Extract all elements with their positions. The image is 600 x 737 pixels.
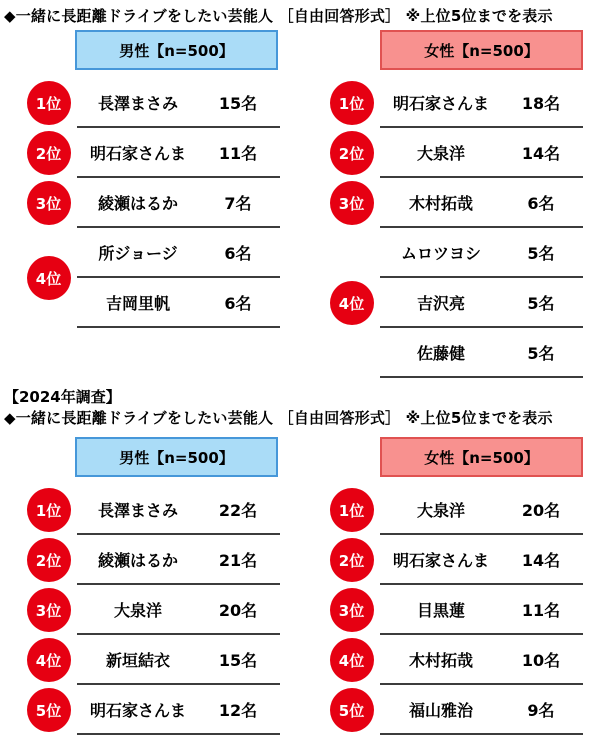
section2-female-table — [323, 485, 583, 735]
rank-badge: 2位 — [27, 538, 71, 582]
rank-badge-column — [20, 585, 77, 635]
rank-badge: 3位 — [330, 588, 374, 632]
celebrity-name: 明石家さんま — [392, 93, 489, 113]
celebrity-name: 吉沢亮 — [416, 293, 465, 313]
rank-rows — [380, 535, 583, 585]
rank-badge: 5位 — [330, 688, 374, 732]
rank-badge: 2位 — [27, 131, 71, 175]
rank-group — [20, 485, 280, 535]
rank-group — [323, 128, 583, 178]
rank-badge: 2位 — [330, 131, 374, 175]
respondent-count: 10名 — [521, 650, 561, 670]
celebrity-name: 長澤まさみ — [97, 500, 178, 520]
rank-rows — [380, 128, 583, 178]
respondent-count: 6名 — [224, 293, 252, 313]
rank-rows — [380, 228, 583, 378]
rank-badge: 3位 — [27, 588, 71, 632]
table-row — [380, 535, 583, 585]
rank-badge: 3位 — [27, 181, 71, 225]
rank-group — [323, 228, 583, 378]
celebrity-name: 所ジョージ — [98, 243, 178, 263]
celebrity-name: 大泉洋 — [416, 500, 465, 520]
rank-badge-column — [323, 178, 380, 228]
table-row — [77, 228, 280, 278]
celebrity-name: ムロツヨシ — [400, 243, 481, 263]
rank-rows — [77, 635, 280, 685]
celebrity-name: 目黒蓮 — [416, 600, 465, 620]
rank-rows — [77, 228, 280, 328]
table-row — [380, 228, 583, 278]
rank-group — [20, 128, 280, 178]
rank-rows — [77, 178, 280, 228]
rank-group — [323, 78, 583, 128]
section1-female-table — [323, 78, 583, 378]
rank-rows — [77, 535, 280, 585]
table-row — [77, 535, 280, 585]
respondent-count: 5名 — [527, 243, 555, 263]
rank-group — [20, 228, 280, 328]
respondent-count: 11名 — [521, 600, 561, 620]
respondent-count: 22名 — [218, 500, 258, 520]
celebrity-name: 木村拓哉 — [408, 650, 473, 670]
rank-rows — [380, 685, 583, 735]
rank-rows — [380, 485, 583, 535]
celebrity-name: 明石家さんま — [89, 700, 186, 720]
rank-badge: 1位 — [27, 81, 71, 125]
rank-group — [323, 585, 583, 635]
rank-badge: 4位 — [27, 638, 71, 682]
rank-badge-column — [323, 535, 380, 585]
table-row — [77, 635, 280, 685]
celebrity-name: 大泉洋 — [416, 143, 465, 163]
respondent-count: 12名 — [218, 700, 258, 720]
table-row — [77, 78, 280, 128]
rank-badge: 1位 — [330, 81, 374, 125]
celebrity-name: 福山雅治 — [408, 700, 473, 720]
rank-badge-column — [20, 685, 77, 735]
section2-female-header: 女性【n=500】 — [380, 437, 583, 477]
rank-rows — [380, 585, 583, 635]
celebrity-name: 明石家さんま — [392, 550, 489, 570]
respondent-count: 11名 — [218, 143, 258, 163]
rank-badge-column — [20, 485, 77, 535]
table-row — [380, 635, 583, 685]
table-row — [380, 685, 583, 735]
rank-group — [323, 635, 583, 685]
table-row — [380, 278, 583, 328]
rank-badge-column — [323, 128, 380, 178]
table-row — [380, 328, 583, 378]
rank-badge: 4位 — [27, 256, 71, 300]
rank-badge-column — [20, 228, 77, 328]
rank-group — [20, 685, 280, 735]
celebrity-name: 綾瀬はるか — [97, 550, 178, 570]
rank-badge-column — [20, 635, 77, 685]
celebrity-name: 木村拓哉 — [408, 193, 473, 213]
respondent-count: 6名 — [527, 193, 555, 213]
rank-badge-column — [20, 535, 77, 585]
section1-male-table — [20, 78, 280, 328]
section2-male-table — [20, 485, 280, 735]
respondent-count: 14名 — [521, 550, 561, 570]
rank-rows — [380, 635, 583, 685]
section2-title: ◆一緒に長距離ドライブをしたい芸能人 ［自由回答形式］ ※上位5位までを表示 — [4, 409, 553, 427]
rank-rows — [77, 485, 280, 535]
rank-badge: 3位 — [330, 181, 374, 225]
respondent-count: 14名 — [521, 143, 561, 163]
rank-group — [323, 685, 583, 735]
table-row — [380, 78, 583, 128]
rank-badge: 4位 — [330, 638, 374, 682]
respondent-count: 15名 — [218, 650, 258, 670]
respondent-count: 21名 — [218, 550, 258, 570]
rank-badge-column — [323, 635, 380, 685]
rank-badge-column — [323, 685, 380, 735]
respondent-count: 6名 — [224, 243, 252, 263]
rank-group — [323, 535, 583, 585]
table-row — [77, 685, 280, 735]
celebrity-name: 大泉洋 — [113, 600, 162, 620]
celebrity-name: 長澤まさみ — [97, 93, 178, 113]
table-row — [77, 278, 280, 328]
rank-rows — [77, 585, 280, 635]
rank-rows — [380, 78, 583, 128]
rank-group — [20, 585, 280, 635]
rank-badge: 1位 — [330, 488, 374, 532]
table-row — [77, 178, 280, 228]
table-row — [77, 485, 280, 535]
section1-title: ◆一緒に長距離ドライブをしたい芸能人 ［自由回答形式］ ※上位5位までを表示 — [4, 7, 553, 25]
rank-badge-column — [323, 485, 380, 535]
rank-group — [323, 178, 583, 228]
respondent-count: 20名 — [521, 500, 561, 520]
section2-male-header: 男性【n=500】 — [75, 437, 278, 477]
respondent-count: 20名 — [218, 600, 258, 620]
table-row — [380, 178, 583, 228]
respondent-count: 5名 — [527, 293, 555, 313]
respondent-count: 18名 — [521, 93, 561, 113]
rank-group — [323, 485, 583, 535]
table-row — [380, 585, 583, 635]
rank-badge: 5位 — [27, 688, 71, 732]
section1-male-header: 男性【n=500】 — [75, 30, 278, 70]
table-row — [380, 485, 583, 535]
celebrity-name: 明石家さんま — [89, 143, 186, 163]
rank-badge-column — [323, 78, 380, 128]
celebrity-name: 新垣結衣 — [105, 650, 170, 670]
section1-female-header: 女性【n=500】 — [380, 30, 583, 70]
celebrity-name: 吉岡里帆 — [105, 293, 170, 313]
section2-survey-label: 【2024年調査】 — [4, 388, 121, 406]
rank-badge-column — [20, 78, 77, 128]
rank-badge-column — [323, 228, 380, 378]
celebrity-name: 綾瀬はるか — [97, 193, 178, 213]
rank-badge-column — [20, 128, 77, 178]
rank-group — [20, 535, 280, 585]
rank-rows — [77, 128, 280, 178]
rank-badge-column — [323, 585, 380, 635]
rank-group — [20, 635, 280, 685]
respondent-count: 9名 — [527, 700, 555, 720]
respondent-count: 7名 — [224, 193, 252, 213]
rank-badge: 1位 — [27, 488, 71, 532]
respondent-count: 5名 — [527, 343, 555, 363]
rank-badge: 4位 — [330, 281, 374, 325]
rank-rows — [380, 178, 583, 228]
celebrity-name: 佐藤健 — [416, 343, 465, 363]
rank-group — [20, 178, 280, 228]
rank-badge: 2位 — [330, 538, 374, 582]
rank-badge-column — [20, 178, 77, 228]
rank-rows — [77, 685, 280, 735]
table-row — [77, 128, 280, 178]
rank-group — [20, 78, 280, 128]
rank-rows — [77, 78, 280, 128]
table-row — [380, 128, 583, 178]
respondent-count: 15名 — [218, 93, 258, 113]
table-row — [77, 585, 280, 635]
